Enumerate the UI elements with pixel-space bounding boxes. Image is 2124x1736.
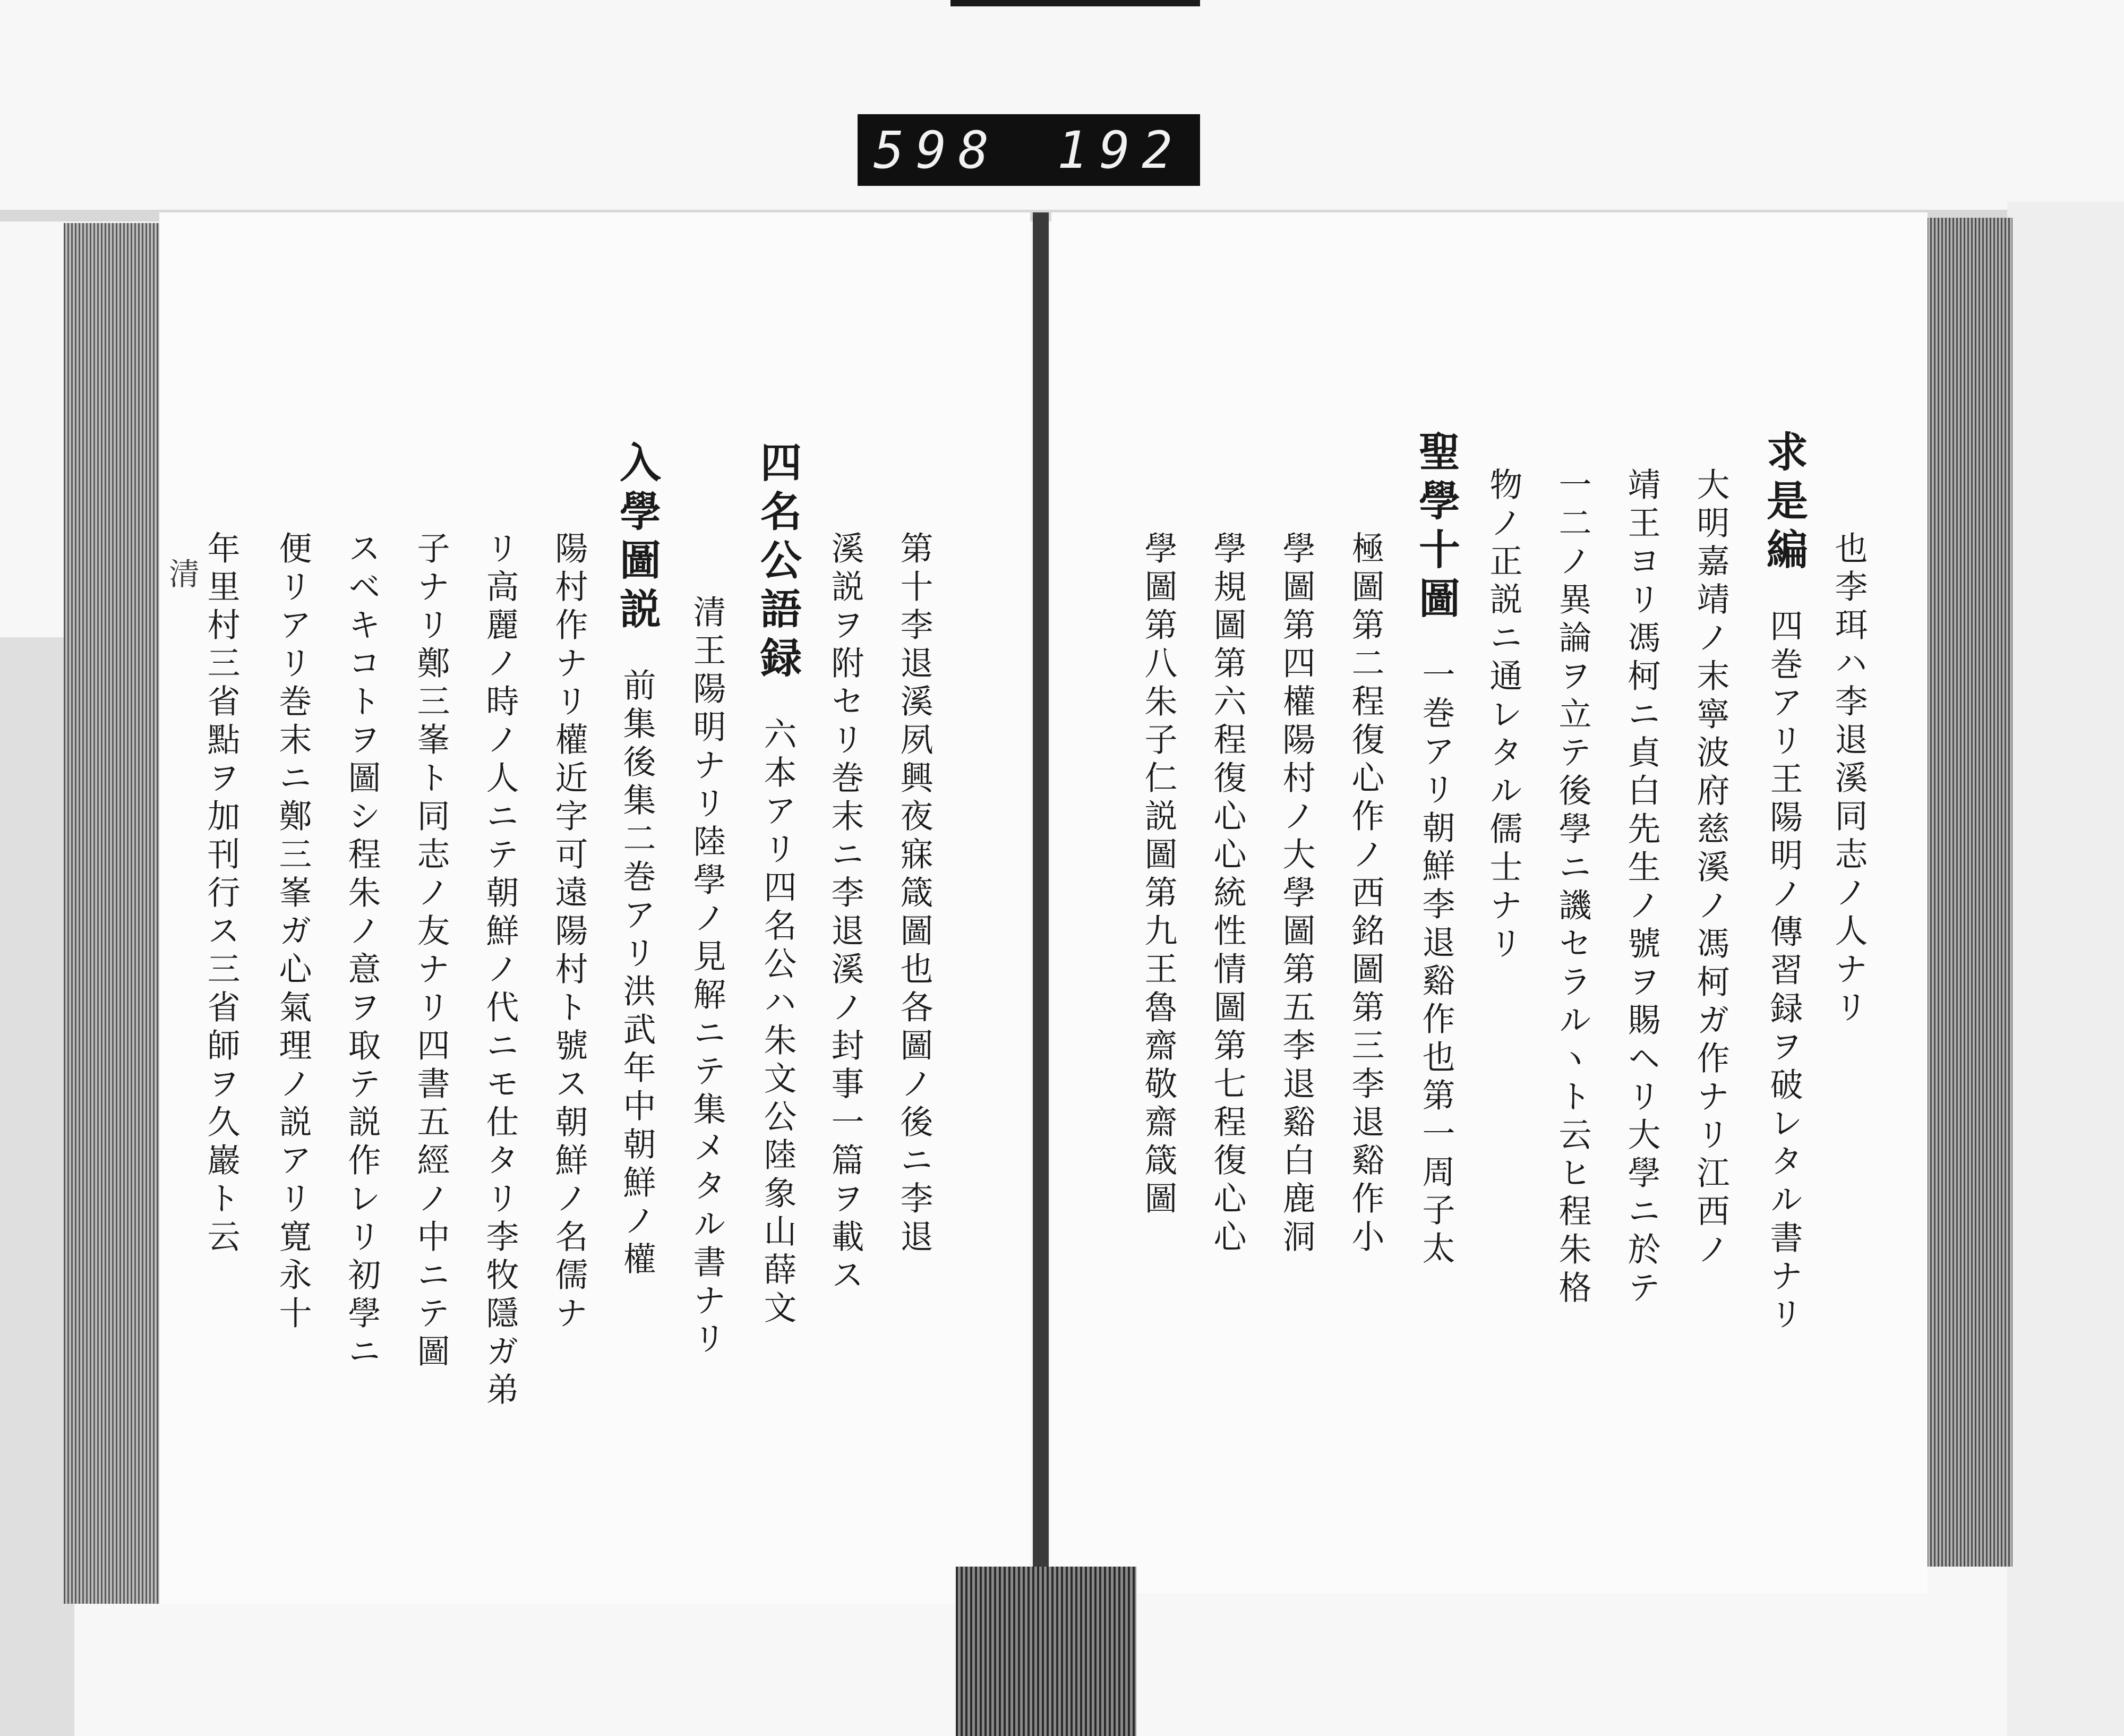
left-page-edges	[64, 223, 165, 1604]
text-column: 溪説ヲ附セリ巻末ニ李退溪ノ封事一篇ヲ載ス	[826, 531, 864, 1296]
text-column: 子ナリ鄭三峯ト同志ノ友ナリ四書五經ノ中ニテ圖	[412, 531, 450, 1372]
text-column: 求是編四巻アリ王陽明ノ傳習録ヲ破レタル書ナリ	[1760, 430, 1808, 1335]
edge-title: 清	[164, 558, 200, 593]
frame-number-right: 192	[1057, 120, 1184, 180]
right-shadow	[2007, 202, 2124, 1736]
top-edge-bar	[950, 0, 1200, 6]
frame-number-left: 598	[873, 120, 1001, 180]
text-column: 四名公語録六本アリ四名公ハ朱文公陸象山薛文	[753, 441, 802, 1329]
text-column: 一二ノ異論ヲ立テ後學ニ譏セラルヽト云ヒ程朱格	[1553, 467, 1592, 1309]
spine-binding	[956, 1567, 1136, 1736]
text-column: 清王陽明ナリ陸學ノ見解ニテ集メタル書ナリ	[688, 595, 726, 1359]
entry-heading: 四名公語録	[753, 441, 802, 685]
entry-heading: 入學圖説	[613, 441, 661, 636]
text-column: 第十李退溪夙興夜寐箴圖也各圖ノ後ニ李退	[895, 531, 933, 1258]
text-column: 陽村作ナリ權近字可遠陽村ト號ス朝鮮ノ名儒ナ	[550, 531, 588, 1334]
text-column: スベキコトヲ圖シ程朱ノ意ヲ取テ説作レリ初學ニ	[342, 531, 381, 1372]
text-column: 學規圖第六程復心心統性情圖第七程復心心	[1208, 531, 1247, 1258]
text-column: 聖學十圖一巻アリ朝鮮李退谿作也第一周子太	[1412, 430, 1460, 1269]
text-column: 學圖第四權陽村ノ大學圖第五李退谿白鹿洞	[1277, 531, 1316, 1258]
text-column: 靖王ヨリ馮柯ニ貞白先生ノ號ヲ賜ヘリ大學ニ於テ	[1622, 467, 1661, 1309]
left-shadow	[0, 637, 74, 1736]
text-column: 便リアリ巻末ニ鄭三峯ガ心氣理ノ説アリ寛永十	[273, 531, 312, 1334]
text-column: リ高麗ノ時ノ人ニテ朝鮮ノ代ニモ仕タリ李牧隱ガ弟	[481, 531, 519, 1410]
text-column: 物ノ正説ニ通レタル儒士ナリ	[1484, 467, 1523, 964]
text-column: 學圖第八朱子仁説圖第九王魯齋敬齋箴圖	[1139, 531, 1178, 1219]
book-spine	[1033, 212, 1049, 1604]
frame-number-label	[858, 114, 1200, 186]
text-column: 極圖第二程復心作ノ西銘圖第三李退谿作小	[1346, 531, 1385, 1258]
entry-heading: 求是編	[1760, 430, 1808, 577]
text-column: 年里村三省點ヲ加刊行ス三省師ヲ久巖ト云	[202, 531, 241, 1258]
entry-heading: 聖學十圖	[1412, 430, 1460, 626]
text-column: 入學圖説前集後集二巻アリ洪武年中朝鮮ノ權	[613, 441, 661, 1280]
text-column: 大明嘉靖ノ末寧波府慈溪ノ馮柯ガ作ナリ江西ノ	[1691, 467, 1730, 1270]
text-column: 也李珥ハ李退溪同志ノ人ナリ	[1829, 531, 1868, 1028]
